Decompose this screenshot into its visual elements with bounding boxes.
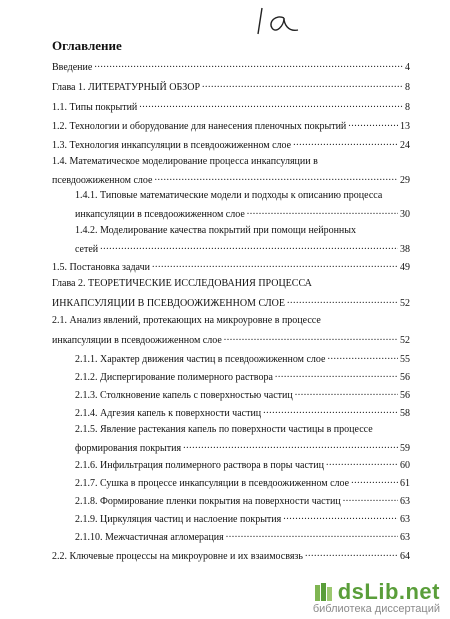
toc-entry [52,260,410,274]
toc-entry-title: 2.1.1. Характер движения частиц в псевдоожиженном слое [75,354,326,365]
toc-entry [52,60,410,74]
watermark-subtitle: библиотека диссертаций [312,603,440,615]
dot-leader [348,119,398,129]
toc-entry-title: 2.1.6. Инфильтрация полимерного раствора в поры частиц [75,460,324,471]
toc-entry-title: 2.1.4. Адгезия капель к поверхности частиц [75,408,262,419]
toc-entry-title: 2.2. Ключевые процессы на микроуровне и их взаимосвязь [52,551,303,562]
toc-entry [52,80,410,94]
dot-leader [94,60,403,70]
toc-entry-line: 1.4. Математическое моделирование процесса инкапсуляции в [52,156,318,167]
dot-leader [100,242,398,252]
dot-leader [343,494,398,504]
dot-leader [139,100,403,110]
toc-entry-page: 61 [400,478,410,489]
toc-entry [75,370,410,384]
toc-entry-page: 60 [400,460,410,471]
toc-entry-line: 1.4.2. Моделирование качества покрытий при помощи нейронных [75,225,357,236]
toc-entry [75,441,410,455]
toc-entry-title: 2.1.3. Столкновение капель с поверхностью частиц [75,390,293,401]
toc-entry [52,173,410,187]
dot-leader [287,296,398,306]
toc-entry [52,100,410,114]
toc-entry [75,388,410,402]
toc-entry-title: псевдоожиженном слое [52,175,153,186]
toc-entry-page: 29 [400,175,410,186]
toc-entry-page: 52 [400,335,410,346]
toc-entry-page: 63 [400,532,410,543]
toc-entry-title: сетей [75,244,99,255]
books-icon [314,581,334,603]
toc-entry-title: 1.5. Постановка задачи [52,262,150,273]
toc-entry-page: 4 [405,62,410,73]
toc-entry [52,296,410,310]
dot-leader [152,260,398,270]
toc-entry [75,458,410,472]
watermark-brand: dsLib.net [337,579,440,604]
toc-entry-title: Глава 1. ЛИТЕРАТУРНЫЙ ОБЗОР [52,82,201,93]
toc-entry-page: 8 [405,102,410,113]
toc-entry-page: 13 [400,121,410,132]
toc-entry [75,207,410,221]
dot-leader [351,476,398,486]
toc-entry-title: ИНКАПСУЛЯЦИИ В ПСЕВДООЖИЖЕННОМ СЛОЕ [52,298,285,309]
dot-leader [293,138,398,148]
dot-leader [327,352,398,362]
toc-entry [52,333,410,347]
toc-entry-line: 2.1.5. Явление растекания капель по поверхности частицы в процессе [75,424,373,435]
dot-leader [183,441,398,451]
toc-entry-title: 2.1.2. Диспергирование полимерного раствора [75,372,273,383]
toc-entry-title: 1.2. Технологии и оборудование для нанесения пленочных покрытий [52,121,347,132]
dot-leader [224,333,398,343]
handwritten-page-mark [254,4,306,38]
toc-entry-page: 63 [400,514,410,525]
toc-entry-page: 52 [400,298,410,309]
toc-entry [75,494,410,508]
dot-leader [275,370,398,380]
toc-entry-page: 59 [400,443,410,454]
toc-entry-page: 30 [400,209,410,220]
toc-entry-page: 56 [400,372,410,383]
toc-entry [75,512,410,526]
toc-entry-page: 63 [400,496,410,507]
toc-entry-title: 2.1.9. Циркуляция частиц и наслоение покрытия [75,514,282,525]
dot-leader [202,80,403,90]
toc-entry [52,138,410,152]
toc-entry [75,530,410,544]
dot-leader [226,530,398,540]
toc-entry-page: 55 [400,354,410,365]
toc-entry [75,406,410,420]
toc-entry [75,352,410,366]
toc-entry-page: 38 [400,244,410,255]
toc-entry-page: 49 [400,262,410,273]
toc-entry-title: 2.1.10. Межчастичная агломерация [75,532,224,543]
toc-entry-title: 2.1.7. Сушка в процессе инкапсуляции в псевдоожиженном слое [75,478,350,489]
toc-entry-line: Глава 2. ТЕОРЕТИЧЕСКИЕ ИССЛЕДОВАНИЯ ПРОЦЕССА [52,278,312,289]
toc-entry-page: 24 [400,140,410,151]
toc-entry-page: 64 [400,551,410,562]
toc-entry-title: 1.1. Типы покрытий [52,102,138,113]
toc-entry [75,476,410,490]
toc-entry-title: инкапсуляции в псевдоожиженном слое [75,209,245,220]
dot-leader [247,207,398,217]
toc-entry-title: 2.1.8. Формирование пленки покрытия на поверхности частиц [75,496,341,507]
dot-leader [283,512,398,522]
toc-entry-title: инкапсуляции в псевдоожиженном слое [52,335,222,346]
toc-entry [52,119,410,133]
toc-entry [52,549,410,563]
dot-leader [154,173,398,183]
toc-entry-page: 8 [405,82,410,93]
toc-entry-page: 56 [400,390,410,401]
toc-entry-title: формирования покрытия [75,443,182,454]
toc-entry-line: 2.1. Анализ явлений, протекающих на микроуровне в процессе [52,315,321,326]
toc-entry-title: 1.3. Технология инкапсуляции в псевдоожиженном слое [52,140,292,151]
toc-entry-page: 58 [400,408,410,419]
watermark [313,579,440,615]
toc-entry-title: Введение [52,62,93,73]
dot-leader [305,549,398,559]
dot-leader [295,388,398,398]
dot-leader [326,458,398,468]
dot-leader [263,406,398,416]
toc-entry [75,242,410,256]
toc-title: Оглавление [52,38,122,53]
toc-entry-line: 1.4.1. Типовые математические модели и подходы к описанию процесса [75,190,383,201]
